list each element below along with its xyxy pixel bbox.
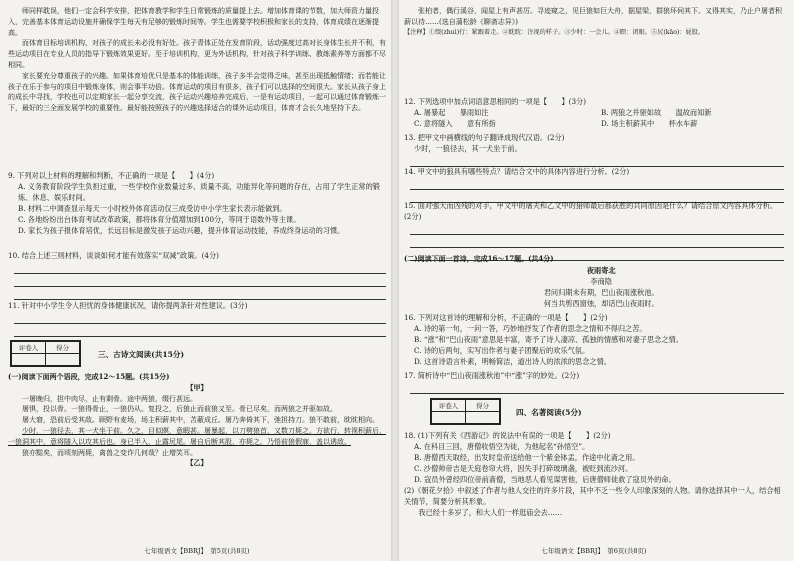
score-label-grader: 评卷人 (432, 400, 466, 412)
poem-line: 君问归期未有期，巴山夜雨涨秋池。 (543, 287, 659, 297)
q14-title: 14. 甲文中的狼具有哪些特点？请结合文中的具体内容进行分析。(2分) (404, 167, 630, 176)
classical-passage-jia (8, 372, 386, 469)
answer-line[interactable] (14, 263, 386, 274)
poem-section (404, 254, 784, 309)
question-9 (8, 170, 386, 236)
grader-cell[interactable] (432, 412, 466, 424)
q16-option-b[interactable]: B. “涨”和“巴山夜雨”意思是丰富，寄予了诗人凄凉、孤独的情感和对妻子思念之情。 (414, 335, 683, 344)
intro-para: 家长要充分尊重孩子的兴趣。如果体育培优只是基本的体能训练，孩子多半会觉得乏味，甚至出现抵触情绪；而若能让孩子在乐于参与的项目中锻炼身体，则会事半功倍。体育运动的项目有很多，孩子们可以选择的空间很大。家长从孩子身上的成长中寻找，学校也可以定期家长一起分享交流，孩子运动兴趣培养完成后，一是有运动项目，一起可以通过体育锻炼一下，最好的三全面发展学校的重要性。最好能按照孩子的兴趣选择适合的课外运动项目，体育才会长久地坚持下去。 (8, 71, 386, 113)
q16-option-c[interactable]: C. 诗的后两句，实写出作者与妻子团聚后的欢乐气氛。 (414, 346, 590, 355)
grader-cell[interactable] (12, 354, 46, 366)
section-3-title: 三、古诗文阅读(共15分) (98, 350, 185, 359)
q12-title: 12. 下列选项中加点词语意思相同的一项是【 】(3分) (404, 97, 587, 106)
q12-option-d[interactable]: D. 场主积薪其中 杯水车薪 (601, 119, 698, 128)
answer-line[interactable] (14, 313, 386, 324)
q15-title: 15. 面对强大而凶残的对手，甲文中的屠夫和乙文中的猎师最后都获胜的共同原因是什么？请结合原文内容具体分析。(2分) (404, 201, 778, 221)
annotation-note: 【注释】①缀(zhuì)行：紧跟着走。②眈眈：注视的样子。③少时：一会儿。④瞑：闭眼。⑤尻(kāo)：屁股。 (404, 28, 705, 36)
score-cell[interactable] (466, 412, 500, 424)
page-gutter (391, 0, 399, 561)
page-right (404, 0, 784, 561)
q9-option-c[interactable]: C. 各地纷纷出台体育考试改革政策，都将体育分值增加到100分，等同于语数外等主课。 (18, 215, 301, 224)
q16-title: 16. 下列对这首诗的理解和分析，不正确的一项是【 】(2分) (404, 313, 608, 322)
q18-option-b[interactable]: B. 唐僧西天取经，出发时皇帝送给他一个紫金钵盂，作途中化斋之用。 (414, 453, 640, 462)
answer-line[interactable] (410, 383, 784, 394)
q12-option-b[interactable]: B. 两狼之并驱如故 温故而知新 (601, 108, 712, 117)
score-box (10, 340, 81, 367)
q11-title: 11. 针对中小学生令人担忧的身体健康状况，请你提两条针对性建议。(3分) (8, 301, 248, 310)
answer-line[interactable] (410, 237, 784, 248)
classical-passage-yi (404, 6, 784, 37)
q16-option-d[interactable]: D. 这首诗语言朴素，明畅简洁，道出诗人的浓浓的思念之情。 (414, 357, 611, 366)
question-16 (404, 312, 784, 367)
jia-para: 屠惧，投以骨。一狼得骨止，一狼仍从。复投之，后狼止而前狼又至。骨已尽矣，而两狼之并驱如故。 (22, 405, 337, 414)
sub1-title: (一)阅读下面两个语段，完成12～15题。(共15分) (8, 372, 170, 381)
section-4-title: 四、名著阅读(5分) (516, 408, 582, 417)
jia-label: 【甲】 (186, 382, 208, 392)
score-cell[interactable] (46, 354, 80, 366)
jia-para: 狼亦黠矣，而顷刻两毙，禽兽之变诈几何哉？止增笑耳。 (22, 448, 197, 457)
score-label-grader: 评卷人 (12, 342, 46, 354)
question-10 (8, 250, 386, 300)
q18b-title: (2)《朝花夕拾》中叙述了作者与他人交往的许多片段，其中不乏一些令人印象深刻的人物。请你选择其中一人，结合相关情节，简要分析其形象。 (404, 486, 781, 506)
answer-line[interactable] (14, 326, 386, 337)
poem-title: 夜雨寄北 (586, 265, 616, 275)
jia-para-underlined: 少时，一狼径去，其一犬坐于前。久之，目似瞑，意暇甚。屠暴起，以刀劈狼首，又数刀毙之。方欲行，转视积薪后，一狼洞其中，意将隧入以攻其后也。身已半入，止露尻尾。屠自后断其股，亦毙之。乃悟前狼假寐，盖以诱敌。 (8, 426, 386, 446)
q16-option-a[interactable]: A. 诗的第一句，一问一答，巧妙地抒发了作者的思念之情和不得归之苦。 (414, 324, 647, 333)
question-14 (404, 166, 784, 203)
question-18 (404, 430, 784, 518)
answer-line[interactable] (410, 179, 784, 190)
score-label-score: 得分 (46, 342, 80, 354)
q9-option-a[interactable]: A. 义务教育阶段学生负担过重，一些学校作业数量过多、质量不高，功能异化等问题的存在，占用了学生正常的锻炼、休息、娱乐时间。 (18, 182, 380, 202)
q18b-text: 我已经十多岁了，和大人们一样逛庙会去…… (418, 508, 563, 517)
jia-para: 一屠晚归，担中肉尽，止有剩骨。途中两狼，缀行甚远。 (22, 394, 197, 403)
question-15 (404, 200, 784, 261)
sub2-title: (二)阅读下面一首诗，完成16～17题。(共4分) (404, 254, 554, 263)
score-box (430, 398, 501, 425)
q18-title: 18. (1)下列有关《西游记》的说法中有误的一项是【 】(2分) (404, 431, 611, 440)
q18-option-d[interactable]: D. 寇员外曾经四位帝前斋僧，当地恶人看见谋害他，后唐僧师徒救了寇员外的命。 (414, 475, 676, 484)
q18-option-a[interactable]: A. 在科目三回，唐僧收悟空为徒，为他起名“孙悟空”。 (414, 442, 590, 451)
q10-title: 10. 结合上述三则材料，谈谈如何才能有效落实“双减”政策。(4分) (8, 251, 219, 260)
page-footer-right: 七年级语文【BBRJ】 第6页(共8页) (541, 547, 647, 555)
yi-para: 张柏者，偶行溪谷，闻屋上有声甚厉。寻迹窥之，见巨狼如巨大舟，据屋梁，群狼环伺其下。又得其实，乃止户屠者积薪以待……(选自蒲松龄《聊斋志异》) (404, 7, 782, 26)
poem-author: 李商隐 (590, 276, 612, 286)
score-label-score: 得分 (466, 400, 500, 412)
q9-title: 9. 下列对以上材料的理解和判断，不正确的一项是【 】(4分) (8, 171, 215, 180)
q18-option-c[interactable]: C. 沙僧帅帝吉是天庭卷帘大将，因失手打碎玻璃盏，被贬到流沙河。 (414, 464, 633, 473)
q13-title: 13. 把甲文中画横线的句子翻译成现代汉语。(2分) (404, 133, 565, 142)
answer-line[interactable] (14, 276, 386, 287)
poem-line: 何当共剪西窗烛，却话巴山夜雨时。 (543, 298, 659, 308)
answer-line[interactable] (410, 224, 784, 235)
jia-para: 屠大窘，恐前后受其敌。顾野有麦场，场主积薪其中，苫蔽成丘。屠乃奔倚其下，弛担持刀。狼不敢前，眈眈相向。 (22, 416, 379, 425)
intro-passage-left (8, 6, 386, 114)
page-footer-left: 七年级语文【BBRJ】 第5页(共8页) (144, 547, 250, 555)
question-12 (404, 96, 784, 129)
question-13 (404, 132, 784, 167)
answer-line[interactable] (14, 289, 386, 300)
q17-title: 17. 简析诗中“巴山夜雨涨秋池”中“涨”字的妙处。(2分) (404, 371, 580, 380)
question-11 (8, 300, 386, 337)
intro-para: 而体育目标培训机构，对孩子的成长未必没有好处。孩子青体正处在发育阶段，话动强度过高对长身体生长并不利，有些运动项目在专业人员的指导下锻炼效果更好。至于培训机构，更为外话机构，针对孩子科学训练、教练素养等方面都不尽相同。 (8, 39, 386, 69)
q12-option-c[interactable]: C. 意将隧入 意有所指 (414, 119, 496, 128)
q9-option-d[interactable]: D. 家长为孩子报体育培优，长远目标是激发孩子运动兴趣，提升体育运动技能，养成终身运动的习惯。 (18, 226, 345, 235)
yi-label: 【乙】 (186, 458, 208, 468)
question-17 (404, 370, 784, 394)
q13-sentence: 少时，一狼径去，其一犬坐于前。 (414, 144, 522, 153)
page-left (8, 0, 386, 561)
intro-para: 师同样耽误，他们一定会科学安排，把体育教学和学生日常锻炼的质量提上去。增加体育课的节数，加大师资力量投入，完善基本体育运动设施并确保学生每天有足够的锻炼时间等。学生也需要学校积极和家长的支持，体育成绩在逐渐提高。 (8, 7, 379, 37)
q12-option-a[interactable]: A. 屠暴起 暴雨如注 (414, 108, 489, 117)
q9-option-b[interactable]: B. 材料二中调查显示每天一小时校外体育活动仅三成受访中小学生家长表示能做到。 (18, 204, 287, 213)
